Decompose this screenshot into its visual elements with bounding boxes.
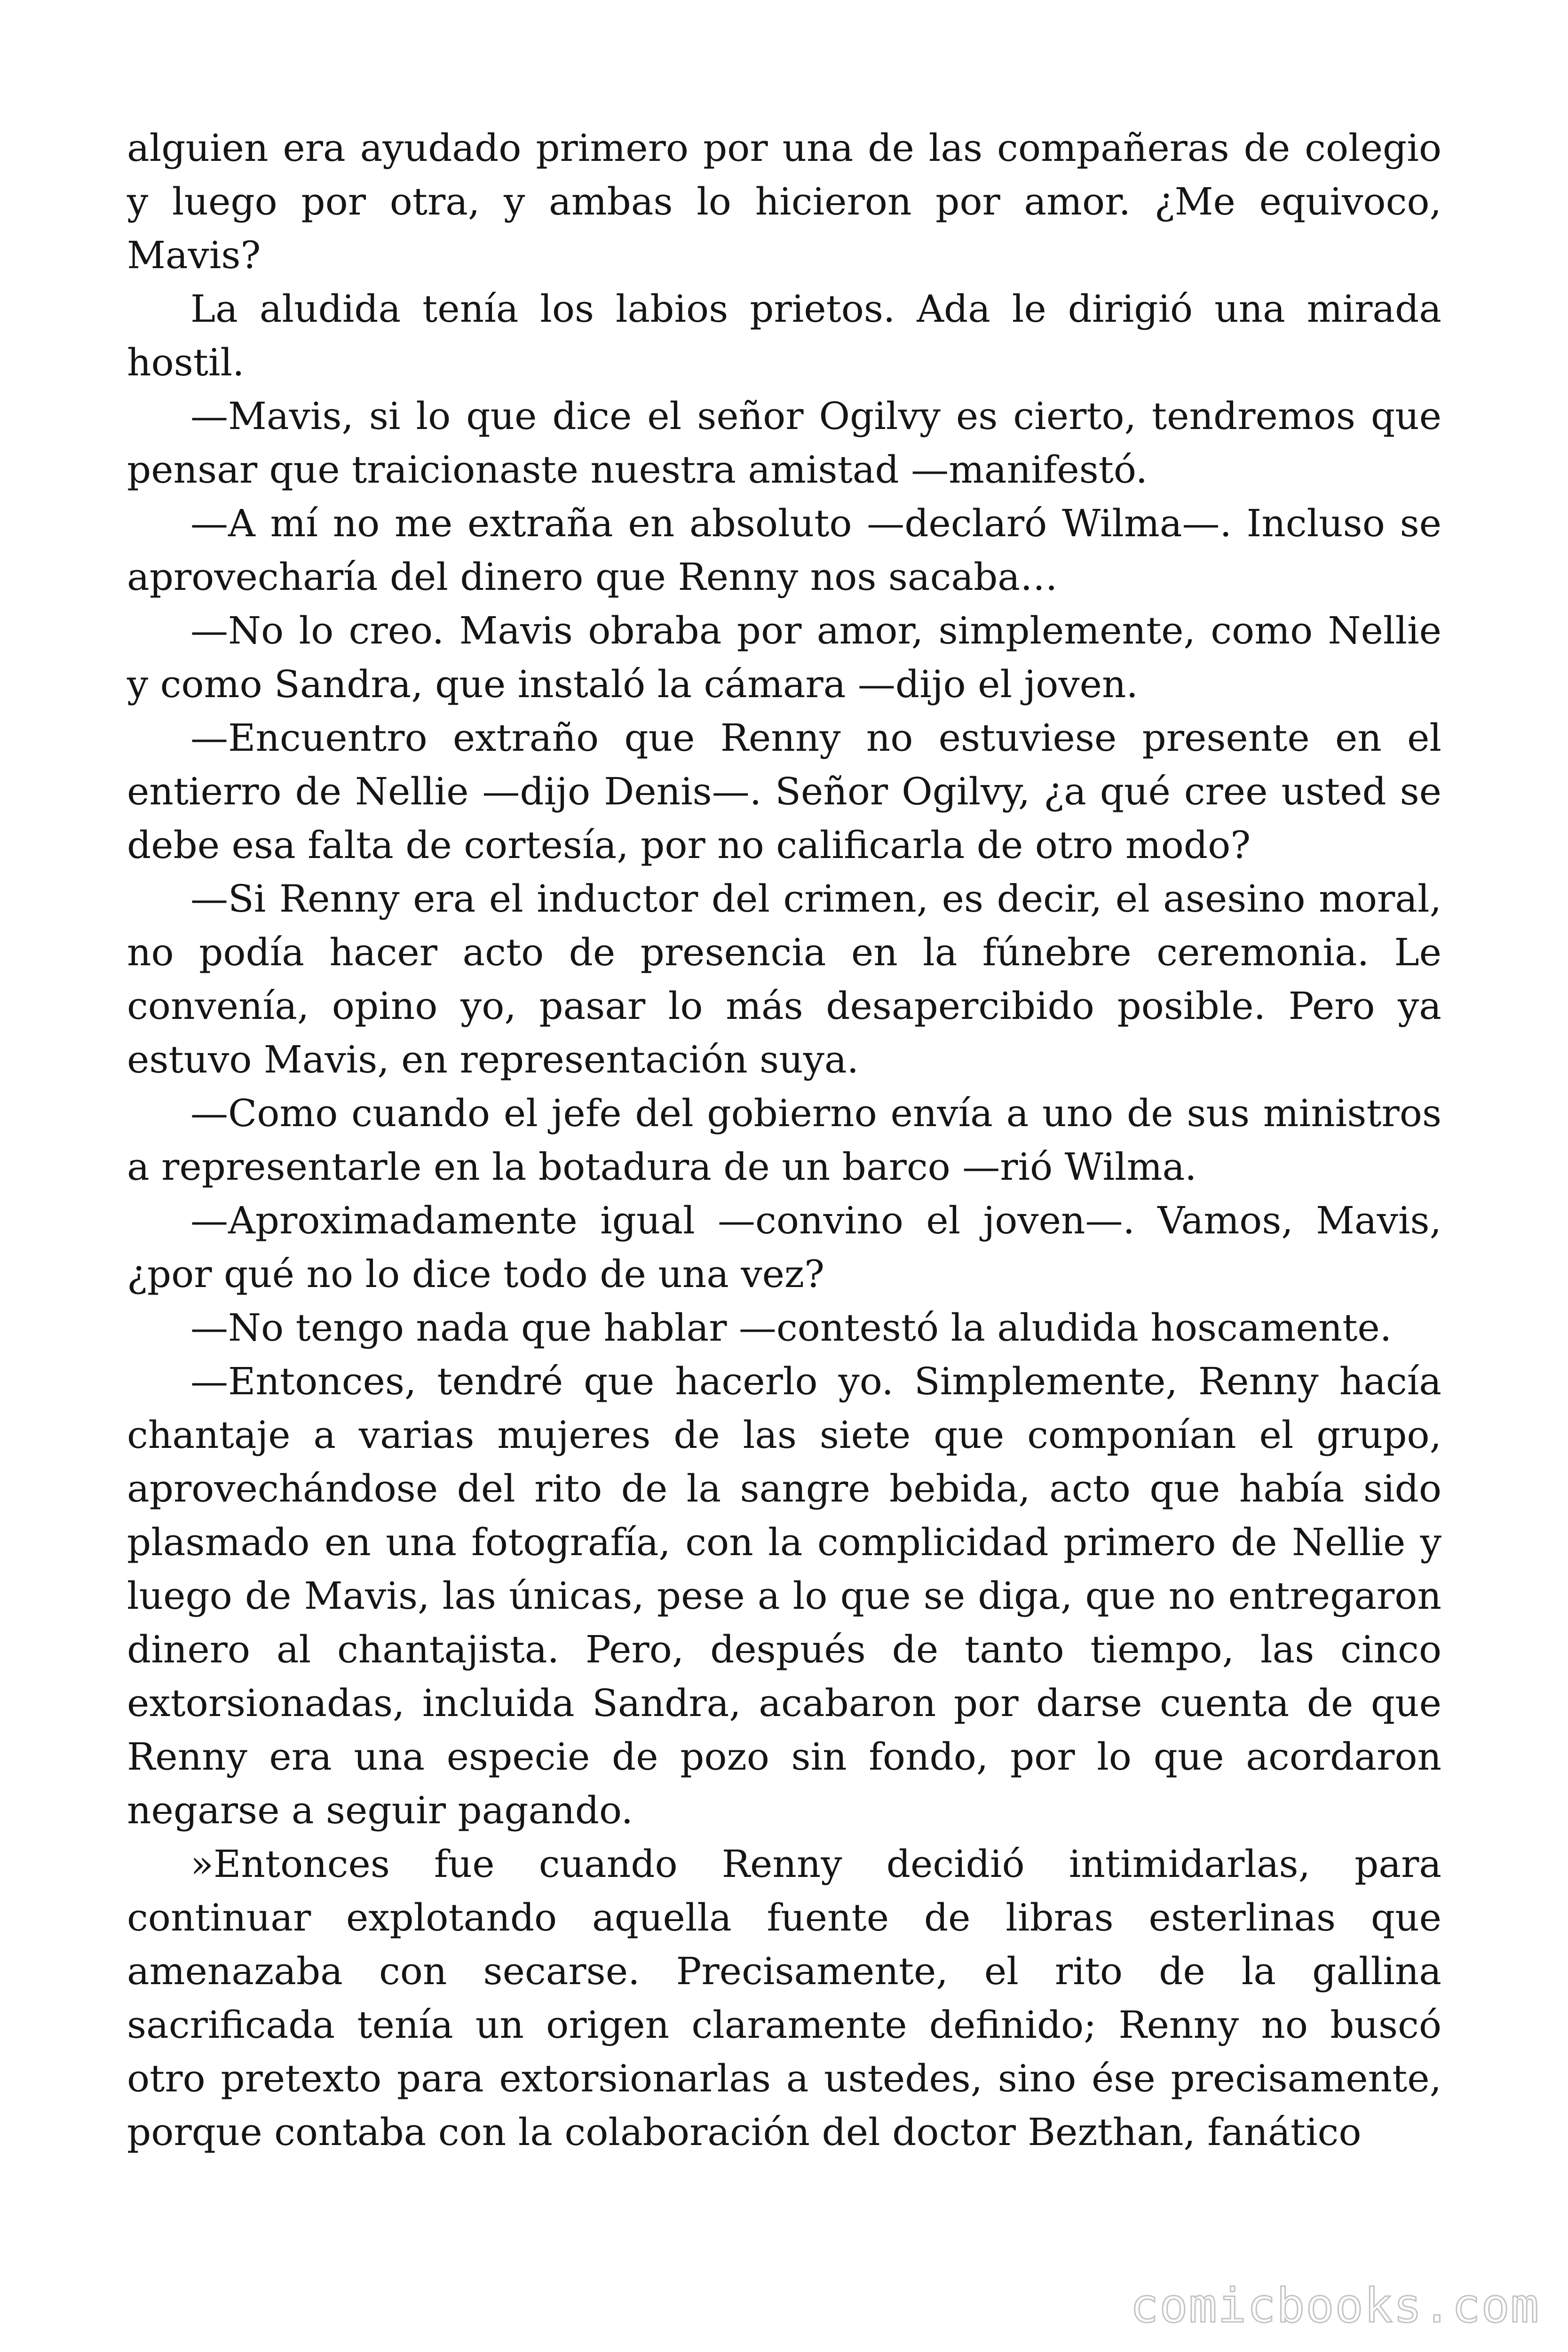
paragraph: —Entonces, tendré que hacerlo yo. Simplemente, Renny hacía chantaje a varias mujeres de las siete que componían el grupo, aprovechándose del rito de la sangre bebida, acto que había sido plasmado en una fotografía, con la complicidad primero de Nellie y luego de Mavis, las únicas, pese a lo que se diga, que no entregaron dinero al chantajista. Pero, después de tanto tiempo, las cinco extorsionadas, incluida Sandra, acabaron por darse cuenta de que Renny era una especie de pozo sin fondo, por lo que acordaron negarse a seguir pagando. (127, 1359, 1441, 1832)
paragraph: —No lo creo. Mavis obraba por amor, simplemente, como Nellie y como Sandra, que instaló la cámara —dijo el joven. (127, 609, 1441, 706)
paragraph: »Entonces fue cuando Renny decidió intimidarlas, para continuar explotando aquella fuente de libras esterlinas que amenazaba con secarse. Precisamente, el rito de la gallina sacrificada tenía un origen claramente definido; Renny no buscó otro pretexto para extorsionarlas a ustedes, sino ése precisamente, porque contaba con la colaboración del doctor Bezthan, fanático (127, 1842, 1441, 2154)
paragraph: —Si Renny era el inductor del crimen, es decir, el asesino moral, no podía hacer acto de presencia en la fúnebre ceremonia. Le convenía, opino yo, pasar lo más desapercibido posible. Pero ya estuvo Mavis, en representación suya. (127, 877, 1441, 1081)
watermark: comicbooks.com (1130, 2278, 1540, 2333)
body-text (127, 121, 1441, 2159)
paragraph: —A mí no me extraña en absoluto —declaró Wilma—. Incluso se aprovecharía del dinero que Renny nos sacaba… (127, 501, 1441, 599)
paragraph: La aludida tenía los labios prietos. Ada le dirigió una mirada hostil. (127, 287, 1441, 384)
paragraph: —No tengo nada que hablar —contestó la aludida hoscamente. (190, 1306, 1392, 1350)
paragraph: —Aproximadamente igual —convino el joven—. Vamos, Mavis, ¿por qué no lo dice todo de una vez? (127, 1199, 1441, 1296)
paragraph: —Como cuando el jefe del gobierno envía a uno de sus ministros a representarle en la botadura de un barco —rió Wilma. (127, 1091, 1441, 1189)
paragraph: alguien era ayudado primero por una de las compañeras de colegio y luego por otra, y ambas lo hicieron por amor. ¿Me equivoco, Mavis? (127, 126, 1441, 277)
paragraph: —Mavis, si lo que dice el señor Ogilvy es cierto, tendremos que pensar que traicionaste nuestra amistad —manifestó. (127, 394, 1441, 492)
paragraph: —Encuentro extraño que Renny no estuviese presente en el entierro de Nellie —dijo Denis—. Señor Ogilvy, ¿a qué cree usted se debe esa falta de cortesía, por no calificarla de otro modo? (127, 716, 1441, 867)
